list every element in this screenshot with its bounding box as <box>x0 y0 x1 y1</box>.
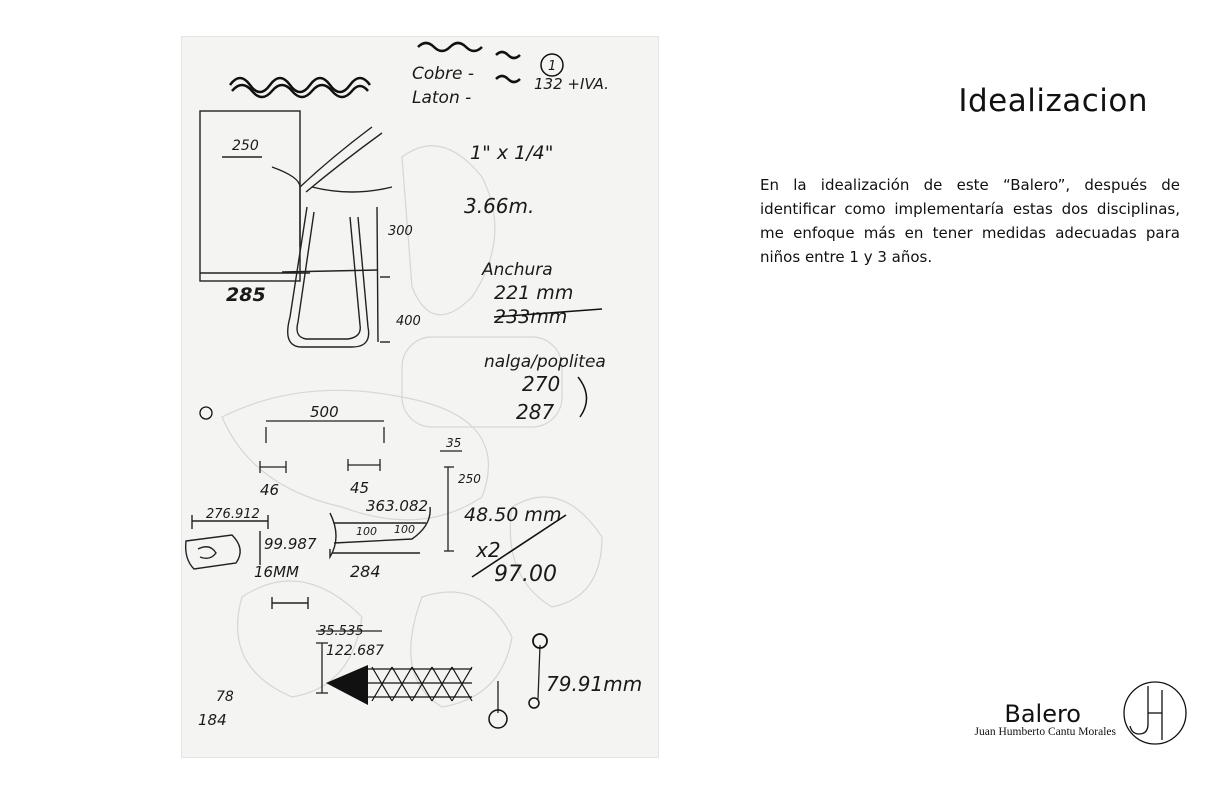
author-name: Juan Humberto Cantu Morales <box>974 726 1116 738</box>
note-46: 46 <box>260 481 280 499</box>
note-100-a: 100 <box>356 525 377 538</box>
note-35: 35 <box>446 436 462 450</box>
note-363: 363.082 <box>366 497 429 515</box>
note-276: 276.912 <box>206 507 260 522</box>
note-laton: Laton - <box>412 88 472 108</box>
note-48-50mm: 48.50 mm <box>464 504 562 526</box>
note-300: 300 <box>388 224 413 239</box>
note-122: 122.687 <box>326 643 384 659</box>
note-270: 270 <box>522 372 561 396</box>
project-name: Balero <box>1004 700 1081 728</box>
note-500: 500 <box>310 403 339 421</box>
note-285: 285 <box>226 284 266 306</box>
note-97: 97.00 <box>494 562 557 587</box>
note-anchura: Anchura <box>482 260 553 280</box>
note-250: 250 <box>458 472 481 486</box>
note-length: 3.66m. <box>464 194 535 218</box>
note-circle-one: 1 <box>548 59 557 74</box>
note-287: 287 <box>516 400 555 424</box>
note-184: 184 <box>198 711 227 729</box>
note-100-b: 100 <box>394 523 415 536</box>
note-233mm: 233mm <box>494 306 568 328</box>
note-x2: x2 <box>476 538 501 562</box>
page-title: Idealizacion <box>958 82 1148 119</box>
description-paragraph: En la idealización de este “Balero”, después de identificar como implementaría estas dos disciplinas, me enfoque más en tener medidas adecuadas para niños entre 1 y 3 años. <box>760 176 1180 266</box>
note-400: 400 <box>396 314 421 329</box>
sketch-drawing <box>182 37 658 757</box>
note-dimension-tube: 1" x 1/4" <box>470 142 554 164</box>
jh-monogram-logo <box>1122 680 1188 746</box>
note-99: 99.987 <box>264 535 317 553</box>
note-nalga-poplitea: nalga/poplitea <box>484 352 606 372</box>
note-78: 78 <box>216 689 234 705</box>
note-250-top: 250 <box>232 138 259 154</box>
note-221mm: 221 mm <box>494 282 574 304</box>
note-35-535: 35.535 <box>318 624 364 639</box>
note-284: 284 <box>350 562 381 581</box>
note-price: 132 +IVA. <box>534 75 609 93</box>
note-45: 45 <box>350 479 370 497</box>
sketch-photo <box>181 36 659 758</box>
note-16mm: 16MM <box>254 563 299 581</box>
note-79-91mm: 79.91mm <box>546 672 643 696</box>
note-cobre: Cobre - <box>412 64 475 84</box>
